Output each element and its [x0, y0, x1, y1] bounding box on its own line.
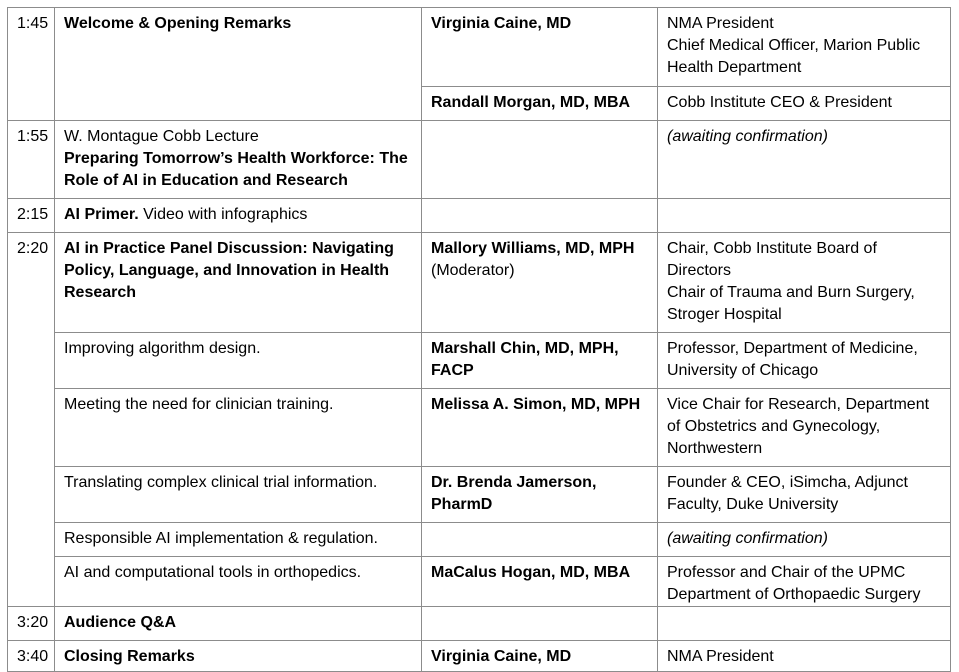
speaker-affiliation: (awaiting confirmation) — [658, 121, 951, 199]
lecture-label: W. Montague Cobb Lecture — [64, 128, 259, 145]
speaker-name — [422, 199, 658, 233]
session-title: Welcome & Opening Remarks — [55, 8, 422, 121]
agenda-row — [8, 199, 951, 233]
speaker-name: Dr. Brenda Jamerson, PharmD — [422, 467, 658, 523]
affiliation-line: Chief Medical Officer, Marion Public Health Department — [667, 37, 921, 76]
speaker-role: (Moderator) — [431, 262, 515, 279]
speaker-affiliation: NMA President — [658, 641, 951, 672]
session-title: Audience Q&A — [55, 607, 422, 641]
speaker-affiliation: Vice Chair for Research, Department of Obstetrics and Gynecology, Northwestern — [658, 389, 951, 467]
speaker-name: Virginia Caine, MD — [422, 8, 658, 87]
agenda-row — [8, 333, 951, 389]
session-cell — [55, 121, 422, 199]
speaker-name — [422, 523, 658, 557]
speaker-affiliation: Cobb Institute CEO & President — [658, 87, 951, 121]
session-title: AI Primer. — [64, 206, 139, 223]
agenda-row — [8, 467, 951, 523]
agenda-row — [8, 607, 951, 641]
agenda-row — [8, 8, 951, 87]
time-cell: 2:15 — [8, 199, 55, 233]
session-description: Video with infographics — [138, 206, 308, 223]
affiliation-line: Chair of Trauma and Burn Surgery, Stroger Hospital — [667, 284, 915, 323]
speaker-affiliation: (awaiting confirmation) — [658, 523, 951, 557]
speaker-affiliation — [658, 8, 951, 87]
speaker-affiliation: Professor and Chair of the UPMC Department of Orthopaedic Surgery — [658, 557, 951, 607]
speaker-affiliation — [658, 199, 951, 233]
panel-topic: Improving algorithm design. — [55, 333, 422, 389]
time-cell: 1:55 — [8, 121, 55, 199]
panel-topic: AI and computational tools in orthopedics. — [55, 557, 422, 607]
panel-topic: Responsible AI implementation & regulation. — [55, 523, 422, 557]
time-cell: 3:20 — [8, 607, 55, 641]
agenda-row — [8, 389, 951, 467]
speaker-name: MaCalus Hogan, MD, MBA — [422, 557, 658, 607]
speaker-affiliation — [658, 233, 951, 333]
speaker-affiliation: Founder & CEO, iSimcha, Adjunct Faculty, Duke University — [658, 467, 951, 523]
speaker-name: Melissa A. Simon, MD, MPH — [422, 389, 658, 467]
agenda-row — [8, 121, 951, 199]
speaker-affiliation — [658, 607, 951, 641]
agenda-table — [7, 7, 951, 672]
agenda-row — [8, 233, 951, 333]
speaker-affiliation: Professor, Department of Medicine, University of Chicago — [658, 333, 951, 389]
time-cell: 1:45 — [8, 8, 55, 121]
session-title: Closing Remarks — [55, 641, 422, 672]
speaker-name — [422, 607, 658, 641]
speaker-name — [422, 121, 658, 199]
session-cell — [55, 199, 422, 233]
speaker-name: Randall Morgan, MD, MBA — [422, 87, 658, 121]
speaker-name: Virginia Caine, MD — [422, 641, 658, 672]
session-title: Preparing Tomorrow’s Health Workforce: The Role of AI in Education and Research — [64, 150, 408, 189]
affiliation-line: NMA President — [667, 15, 774, 32]
agenda-row — [8, 557, 951, 607]
panel-topic: Translating complex clinical trial information. — [55, 467, 422, 523]
speaker-cell — [422, 233, 658, 333]
speaker-name: Mallory Williams, MD, MPH — [431, 240, 635, 257]
time-cell: 3:40 — [8, 641, 55, 672]
speaker-name: Marshall Chin, MD, MPH, FACP — [422, 333, 658, 389]
panel-topic: Meeting the need for clinician training. — [55, 389, 422, 467]
agenda-row — [8, 523, 951, 557]
time-cell: 2:20 — [8, 233, 55, 607]
session-title: AI in Practice Panel Discussion: Navigating Policy, Language, and Innovation in Health Research — [55, 233, 422, 333]
affiliation-line: Chair, Cobb Institute Board of Directors — [667, 240, 877, 279]
agenda-row — [8, 641, 951, 672]
